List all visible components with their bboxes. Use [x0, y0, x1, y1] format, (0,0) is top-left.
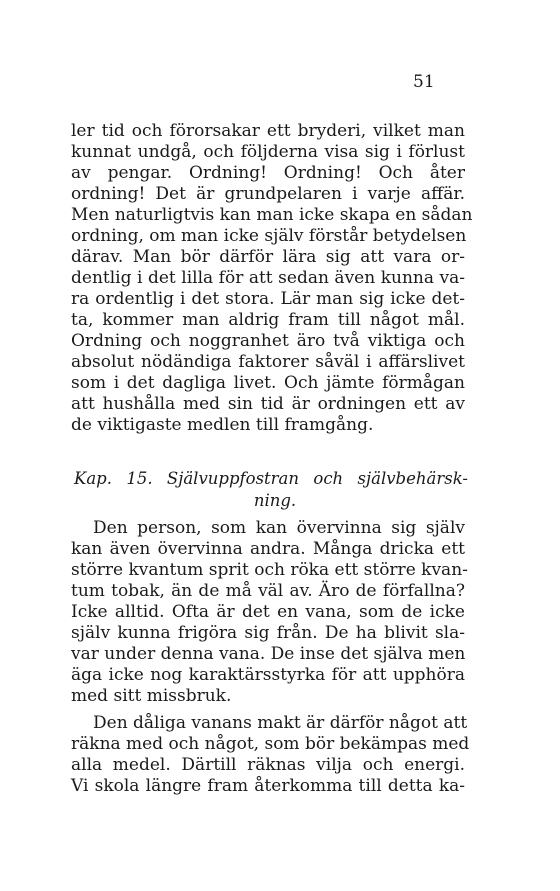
text-line: ordning, om man icke själv förstår betydelsen: [71, 226, 467, 246]
text-line: Den person, som kan övervinna sig själv: [93, 518, 465, 538]
text-line: större kvantum sprit och röka ett större kvan-: [71, 560, 468, 580]
text-line: dentlig i det lilla för att sedan även kunna va-: [71, 268, 465, 288]
text-line: själv kunna frigöra sig från. De ha blivit sla-: [71, 623, 465, 643]
text-line: Vi skola längre fram återkomma till detta ka-: [71, 776, 465, 796]
text-line: absolut nödändiga faktorer såväl i affärslivet: [71, 352, 465, 372]
text-line: av pengar. Ordning! Ordning! Och åter: [71, 163, 465, 183]
text-line: därav. Man bör därför lära sig att vara or-: [71, 247, 465, 267]
text-line: Den dåliga vanans makt är därför något att: [93, 713, 468, 733]
text-line: kan även övervinna andra. Många dricka ett: [71, 539, 465, 559]
text-line: äga icke nog karaktärsstyrka för att upphöra: [71, 665, 465, 685]
page-number: 51: [413, 72, 435, 92]
text-line: var under denna vana. De inse det själva men: [71, 644, 466, 664]
text-line: Men naturligtvis kan man icke skapa en sådan: [71, 205, 473, 225]
text-line: att hushålla med sin tid är ordningen ett av: [71, 394, 465, 414]
text-line: alla medel. Därtill räknas vilja och energi.: [71, 755, 465, 775]
text-line: ler tid och förorsakar ett bryderi, vilket man: [71, 121, 465, 141]
chapter-heading-line: Kap. 15. Självuppfostran och självbehärsk-: [74, 469, 468, 488]
paragraph-bad-habit: [71, 713, 470, 797]
text-line: ra ordentlig i det stora. Lär man sig icke det-: [71, 289, 465, 309]
chapter-heading-line: ning.: [253, 491, 297, 510]
chapter-heading: [74, 468, 468, 512]
text-line: som i det dagliga livet. Och jämte förmågan: [71, 373, 465, 393]
text-line: ordning! Det är grundpelaren i varje affär.: [71, 184, 465, 204]
text-line: ta, kommer man aldrig fram till något mål.: [71, 310, 465, 330]
text-line: tum tobak, än de må väl av. Äro de förfallna?: [71, 581, 465, 601]
paragraph-self-control: [71, 518, 468, 707]
text-line: Ordning och noggranhet äro två viktiga och: [71, 331, 465, 351]
text-line: räkna med och något, som bör bekämpas med: [71, 734, 470, 754]
text-line: Icke alltid. Ofta är det en vana, som de icke: [71, 602, 465, 622]
text-line: de viktigaste medlen till framgång.: [71, 415, 374, 435]
paragraph-order: [71, 121, 473, 436]
text-line: med sitt missbruk.: [71, 686, 232, 706]
text-line: kunnat undgå, och följderna visa sig i förlust: [71, 142, 465, 162]
